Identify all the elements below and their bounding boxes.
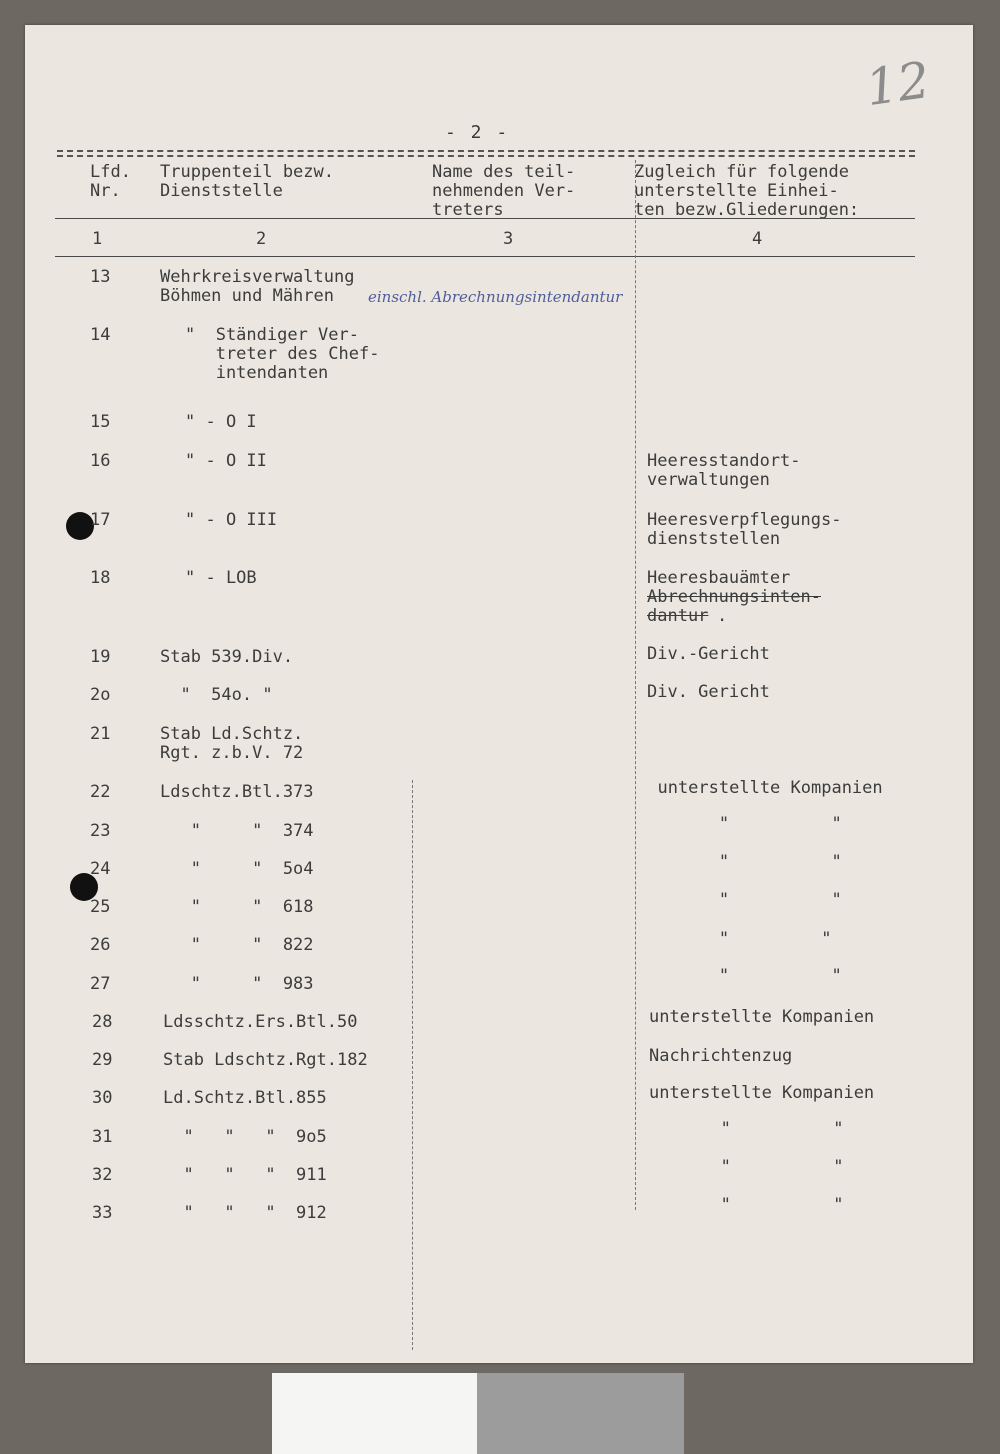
row-32-nr: 32 — [92, 1165, 113, 1185]
row-13-handwritten-note: einschl. Abrechnungsintendantur — [368, 288, 623, 306]
row-22-note: unterstellte Kompanien — [637, 778, 883, 798]
row-28-unit: Ldsschtz.Ers.Btl.50 — [163, 1012, 358, 1032]
row-15-unit: " - O I — [185, 412, 257, 432]
row-16-nr: 16 — [90, 451, 111, 471]
row-18-note: Heeresbauämter — [647, 568, 791, 588]
row-27-nr: 27 — [90, 974, 111, 994]
row-29-nr: 29 — [92, 1050, 113, 1070]
row-33-nr: 33 — [92, 1203, 113, 1223]
row-20-nr: 2o — [90, 685, 111, 705]
row-17-nr: 17 — [90, 510, 111, 530]
row-18-note-tail: . — [717, 606, 728, 626]
gray-swatch — [477, 1373, 684, 1454]
row-25-nr: 25 — [90, 897, 111, 917]
row-26-unit: " " 822 — [160, 935, 314, 955]
row-31-note: " " — [649, 1119, 844, 1139]
row-17-unit: " - O III — [185, 510, 278, 530]
row-30-nr: 30 — [92, 1088, 113, 1108]
row-33-note: " " — [649, 1195, 844, 1215]
column-number-1: 1 — [92, 229, 103, 249]
row-24-nr: 24 — [90, 859, 111, 879]
row-28-nr: 28 — [92, 1012, 113, 1032]
header-col-2: Truppenteil bezw. Dienststelle — [160, 162, 334, 201]
column-number-3: 3 — [503, 229, 514, 249]
row-22-unit: Ldschtz.Btl.373 — [160, 782, 314, 802]
row-16-unit: " - O II — [185, 451, 267, 471]
row-20-unit: " 54o. " — [160, 685, 273, 705]
row-33-unit: " " " 912 — [163, 1203, 327, 1223]
row-17-note: Heeresverpflegungs- dienststellen — [647, 510, 842, 549]
row-26-note: " " — [637, 929, 832, 949]
row-22-nr: 22 — [90, 782, 111, 802]
row-15-nr: 15 — [90, 412, 111, 432]
header-rule-top-2 — [57, 155, 915, 157]
header-rule-top-1 — [57, 150, 915, 152]
row-18-nr: 18 — [90, 568, 111, 588]
row-27-unit: " " 983 — [160, 974, 314, 994]
row-31-unit: " " " 9o5 — [163, 1127, 327, 1147]
row-14-unit: " Ständiger Ver- treter des Chef- intendanten — [185, 325, 380, 383]
row-28-note: unterstellte Kompanien — [649, 1007, 875, 1027]
row-29-note: Nachrichtenzug — [649, 1046, 793, 1066]
row-19-note: Div.-Gericht — [647, 644, 770, 664]
row-32-note: " " — [649, 1157, 844, 1177]
row-25-unit: " " 618 — [160, 897, 314, 917]
row-19-nr: 19 — [90, 647, 111, 667]
row-29-unit: Stab Ldschtz.Rgt.182 — [163, 1050, 368, 1070]
header-rule-bottom — [55, 218, 915, 219]
row-24-unit: " " 5o4 — [160, 859, 314, 879]
row-23-note: " " — [637, 814, 842, 834]
handwritten-page-number: 12 — [862, 50, 934, 118]
page-number: - 2 - — [445, 122, 510, 143]
row-18-note-struck: Abrechnungsinten- dantur — [647, 587, 821, 626]
row-25-note: " " — [637, 890, 842, 910]
row-18-unit: " - LOB — [185, 568, 257, 588]
column-number-rule — [55, 256, 915, 257]
row-23-nr: 23 — [90, 821, 111, 841]
row-13-nr: 13 — [90, 267, 111, 287]
header-col-3: Name des teil- nehmenden Ver- treters — [432, 162, 576, 220]
column-number-2: 2 — [256, 229, 267, 249]
color-calibration-strip — [272, 1373, 684, 1454]
row-13-unit: Wehrkreisverwaltung Böhmen und Mähren — [160, 267, 355, 306]
row-27-note: " " — [637, 966, 842, 986]
row-30-note: unterstellte Kompanien — [649, 1083, 875, 1103]
header-col-1: Lfd. Nr. — [90, 162, 131, 201]
row-26-nr: 26 — [90, 935, 111, 955]
row-21-nr: 21 — [90, 724, 111, 744]
column-divider-3 — [412, 780, 413, 1350]
row-20-note: Div. Gericht — [647, 682, 770, 702]
row-23-unit: " " 374 — [160, 821, 314, 841]
row-19-unit: Stab 539.Div. — [160, 647, 294, 667]
row-16-note: Heeresstandort- verwaltungen — [647, 451, 801, 490]
row-30-unit: Ld.Schtz.Btl.855 — [163, 1088, 327, 1108]
row-32-unit: " " " 911 — [163, 1165, 327, 1185]
white-swatch — [272, 1373, 477, 1454]
row-31-nr: 31 — [92, 1127, 113, 1147]
row-24-note: " " — [637, 852, 842, 872]
header-col-4: Zugleich für folgende unterstellte Einhei- ten bezw.Gliederungen: — [634, 162, 860, 220]
column-divider-4 — [635, 160, 636, 1210]
column-number-4: 4 — [752, 229, 763, 249]
row-21-unit: Stab Ld.Schtz. Rgt. z.b.V. 72 — [160, 724, 304, 763]
row-14-nr: 14 — [90, 325, 111, 345]
